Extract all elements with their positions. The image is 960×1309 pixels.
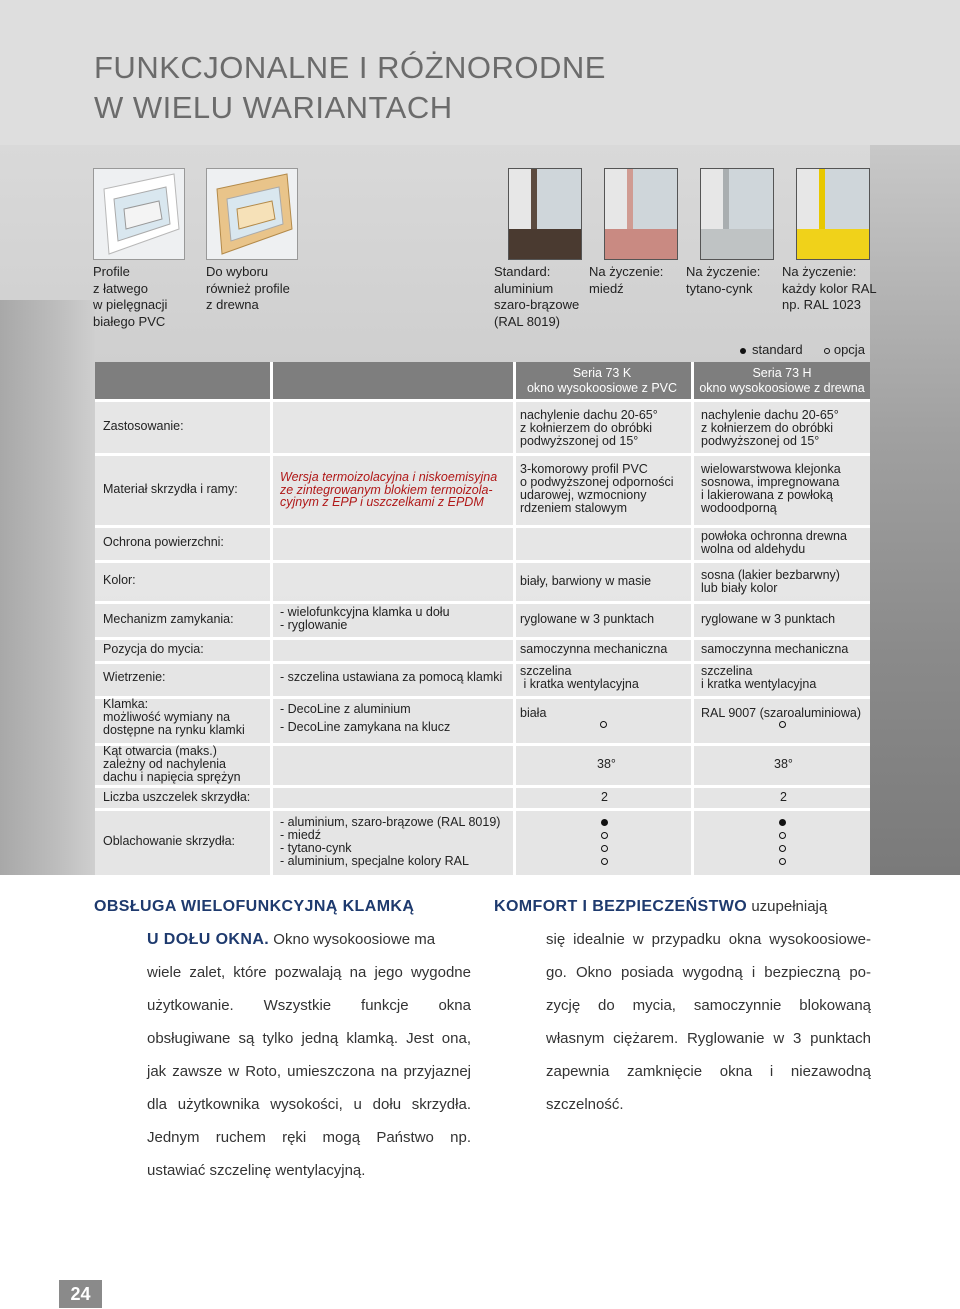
right-heading: KOMFORT I BEZPIECZEŃSTWO — [494, 898, 748, 915]
title-line-2: W WIELU WARIANTACH — [94, 90, 453, 125]
standard-dot-icon — [779, 819, 786, 826]
left-line-7: Jednym ruchem ręki mogą Państwo np. — [147, 1129, 471, 1146]
right-line-6: szczelność. — [546, 1096, 624, 1113]
swatch-yellow — [796, 168, 870, 260]
col-separator — [513, 362, 516, 875]
cell-k-kolor: biały, barwiony w masie — [520, 574, 652, 588]
row-label-kolor: Kolor: — [103, 573, 136, 587]
cell-h-klamka: RAL 9007 (szaroaluminiowa) — [701, 706, 862, 720]
row-label-liczba: Liczba uszczelek skrzydła: — [103, 790, 251, 804]
cell-h-kolor: sosna (lakier bezbarwny) lub biały kolor — [701, 568, 840, 595]
pvc-profile-image — [93, 168, 185, 260]
col-separator — [270, 362, 273, 875]
cell-h-ochrona: powłoka ochronna drewna wolna od aldehydu — [701, 529, 847, 556]
row-separator — [95, 453, 870, 456]
left-line-3: użytkowanie. Wszystkie funkcje okna — [147, 997, 471, 1014]
cell-mid-oblachowanie: - aluminium, szaro-brązowe (RAL 8019) - miedź - tytano-cynk - aluminium, specjalne kolory RAL — [280, 815, 501, 868]
left-line-6: dla użytkownika wysokości, u dołu skrzydła. — [147, 1096, 471, 1113]
legend — [740, 342, 865, 357]
left-line-1-text: Okno wysokoosiowe ma — [269, 931, 436, 948]
left-line-2: wiele zalet, które pozwalają na jego wygodne — [147, 964, 471, 981]
option-dot-icon — [601, 845, 608, 852]
legend-option: opcja — [833, 342, 865, 357]
filled-dot-icon — [740, 348, 746, 354]
option-dot-icon — [779, 845, 786, 852]
cell-h-wietrzenie: szczelina i kratka wentylacyjna — [701, 664, 817, 691]
row-label-material: Materiał skrzydła i ramy: — [103, 482, 238, 496]
color-caption-zinc: Na życzenie: tytano-cynk — [686, 264, 761, 296]
cell-k-kat: 38° — [597, 757, 616, 771]
title-line-1: FUNKCJONALNE I RÓŻNORODNE — [94, 50, 606, 85]
left-line-1 — [147, 931, 471, 949]
color-caption-standard: Standard: aluminium szaro-brązowe (RAL 8019) — [494, 264, 580, 329]
swatch-brown — [508, 168, 582, 260]
row-label-kat: Kąt otwarcia (maks.) zależny od nachylenia dachu i napięcia sprężyn — [103, 744, 241, 784]
row-label-mechanizm: Mechanizm zamykania: — [103, 612, 234, 626]
row-label-pozycja: Pozycja do mycia: — [103, 642, 204, 656]
row-separator — [95, 525, 870, 528]
right-line-0 — [494, 898, 827, 916]
option-dot-icon — [779, 858, 786, 865]
standard-dot-icon — [601, 819, 608, 826]
profile-caption-pvc: Profile z łatwego w pielęgnacji białego PVC — [93, 264, 168, 329]
right-line-0-text: uzupełniają — [747, 898, 828, 915]
cell-k-pozycja: samoczynna mechaniczna — [520, 642, 668, 656]
row-separator — [95, 808, 870, 811]
option-dot-icon — [600, 721, 607, 728]
legend-standard: standard — [752, 342, 803, 357]
swatch-copper — [604, 168, 678, 260]
page-title — [94, 48, 606, 128]
cell-k-zastosowanie: nachylenie dachu 20-65° z kołnierzem do obróbki podwyższonej od 15° — [520, 408, 658, 448]
table-header-blank-2 — [273, 362, 513, 399]
option-dot-icon — [779, 721, 786, 728]
option-dot-icon — [601, 832, 608, 839]
table-header-blank-1 — [95, 362, 270, 399]
cell-k-klamka: biała — [520, 706, 547, 720]
cell-mid-wietrzenie: - szczelina ustawiana za pomocą klamki — [280, 670, 503, 684]
page-number: 24 — [59, 1280, 102, 1308]
row-label-klamka: Klamka: możliwość wymiany na dostępne na rynku klamki — [103, 697, 245, 737]
right-line-4: własnym ciężarem. Ryglowanie w 3 punktach — [546, 1030, 871, 1047]
table-header-seria-k: Seria 73 K okno wysokoosiowe z PVC — [513, 362, 691, 399]
cell-mid-klamka-2: - DecoLine zamykana na klucz — [280, 720, 451, 734]
row-separator — [95, 601, 870, 604]
color-caption-copper: Na życzenie: miedź — [589, 264, 664, 296]
left-line-5: jak zawsze w Roto, umieszczona na przyjaznej — [147, 1063, 471, 1080]
color-caption-ral: Na życzenie: każdy kolor RAL np. RAL 1023 — [782, 264, 877, 312]
row-separator — [95, 399, 870, 402]
option-dot-icon — [779, 832, 786, 839]
cell-k-wietrzenie: szczelina i kratka wentylacyjna — [520, 664, 639, 691]
table-header-seria-h: Seria 73 H okno wysokoosiowe z drewna — [694, 362, 870, 399]
row-label-oblachowanie: Oblachowanie skrzydła: — [103, 834, 236, 848]
cell-mid-material: Wersja termoizolacyjna i niskoemisyjna ze zintegrowanym blokiem termoizola- cyjnym z EPP i uszczelkami z EPDM — [280, 470, 498, 509]
profile-caption-wood: Do wyboru również profile z drewna — [206, 264, 290, 312]
cell-h-mechanizm: ryglowane w 3 punktach — [701, 612, 836, 626]
right-line-5: zapewnia zamknięcie okna i niezawodną — [546, 1063, 871, 1080]
right-line-3: zycję do mycia, samoczynnie blokowaną — [546, 997, 871, 1014]
row-label-zastosowanie: Zastosowanie: — [103, 419, 184, 433]
row-label-ochrona: Ochrona powierzchni: — [103, 535, 224, 549]
option-dot-icon — [601, 858, 608, 865]
background-roof — [870, 145, 960, 875]
cell-k-liczba: 2 — [601, 790, 608, 804]
left-line-4: obsługiwane są tylko jedną klamką. Jest ona, — [147, 1030, 471, 1047]
cell-mid-klamka-1: - DecoLine z aluminium — [280, 702, 411, 716]
row-separator — [95, 637, 870, 640]
cell-h-kat: 38° — [774, 757, 793, 771]
row-separator — [95, 785, 870, 788]
row-separator — [95, 661, 870, 664]
wood-profile-image — [206, 168, 298, 260]
right-line-2: go. Okno posiada wygodną i bezpieczną po- — [546, 964, 871, 981]
left-heading-b: U DOŁU OKNA. — [147, 931, 270, 948]
cell-k-mechanizm: ryglowane w 3 punktach — [520, 612, 655, 626]
background-tree — [0, 300, 95, 875]
col-separator — [691, 362, 694, 875]
cell-h-material: wielowarstwowa klejonka sosnowa, impregnowana i lakierowana z powłoką wodoodporną — [701, 462, 841, 515]
right-line-1: się idealnie w przypadku okna wysokoosiowe- — [546, 931, 871, 948]
left-line-8: ustawiać szczelinę wentylacyjną. — [147, 1162, 366, 1179]
hollow-dot-icon — [824, 348, 830, 354]
cell-h-pozycja: samoczynna mechaniczna — [701, 642, 849, 656]
cell-mid-mechanizm: - wielofunkcyjna klamka u dołu - ryglowanie — [280, 605, 450, 632]
row-separator — [95, 560, 870, 563]
swatch-zinc — [700, 168, 774, 260]
left-heading: OBSŁUGA WIELOFUNKCYJNĄ KLAMKĄ — [94, 898, 415, 915]
cell-k-material: 3-komorowy profil PVC o podwyższonej odporności udarowej, wzmocniony rdzeniem stalowym — [520, 462, 674, 515]
cell-h-liczba: 2 — [780, 790, 787, 804]
cell-h-zastosowanie: nachylenie dachu 20-65° z kołnierzem do obróbki podwyższonej od 15° — [701, 408, 839, 448]
row-label-wietrzenie: Wietrzenie: — [103, 670, 166, 684]
